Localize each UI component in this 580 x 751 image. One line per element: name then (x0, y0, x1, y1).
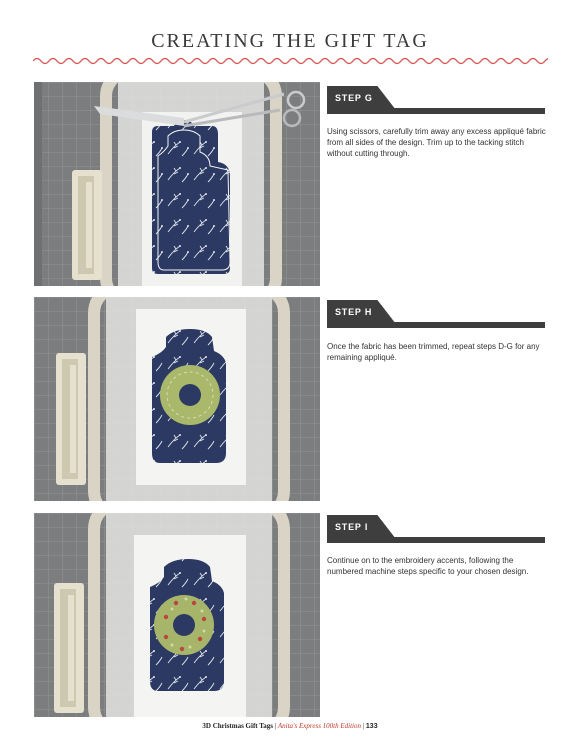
step-h-text: Once the fabric has been trimmed, repeat steps D-G for any remaining appliqué. (327, 342, 540, 362)
footer-separator-2: | (362, 722, 365, 730)
step-i-photo (34, 513, 320, 717)
wavy-divider (33, 55, 548, 67)
page-title: CREATING THE GIFT TAG (151, 30, 429, 52)
page-number: 133 (365, 723, 378, 730)
step-g-label: STEP G (335, 93, 373, 103)
step-i-text: Continue on to the embroidery accents, following the numbered machine steps specific to your chosen design. (327, 556, 529, 576)
step-i-label: STEP I (335, 522, 369, 532)
step-g-header (327, 86, 545, 114)
step-g-photo (34, 82, 320, 286)
step-i-header (327, 515, 545, 543)
step-g-text: Using scissors, carefully trim away any excess appliqué fabric from all sides of the design. Trim up to the tacking stitch without cutting through. (327, 127, 546, 158)
footer-book-title: 3D Christmas Gift Tags (202, 722, 273, 730)
step-h-header (327, 300, 545, 328)
footer-separator-1: | (274, 722, 277, 730)
step-h-photo (34, 297, 320, 501)
footer-edition: Anita's Express 100th Edition (277, 722, 361, 730)
step-h-label: STEP H (335, 307, 373, 317)
page-footer (0, 722, 580, 730)
